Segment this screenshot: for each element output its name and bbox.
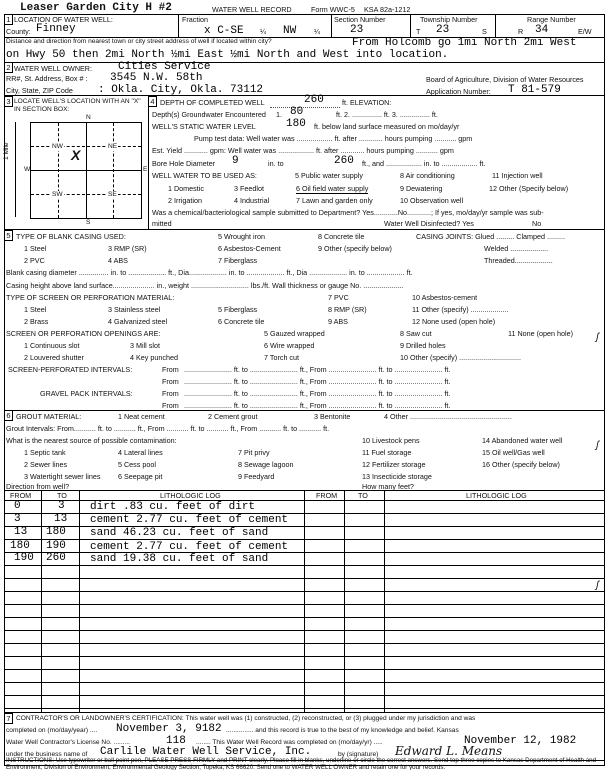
screen-5[interactable]: 5 Fiberglass xyxy=(218,305,258,314)
log-row-2-from[interactable]: 3 xyxy=(14,513,21,525)
section-grid[interactable] xyxy=(30,122,142,219)
compass-w: W xyxy=(24,166,31,173)
well-location-mark: X xyxy=(71,147,81,163)
contam-4[interactable]: 4 Lateral lines xyxy=(118,448,163,457)
completed-on-label: completed on (mo/day/year) .... xyxy=(6,727,98,734)
section-7-number: 7 xyxy=(4,713,13,724)
log-rule-line xyxy=(4,682,604,683)
use-1[interactable]: 1 Domestic xyxy=(168,184,204,193)
contam-2[interactable]: 2 Sewer lines xyxy=(24,460,68,469)
compass-e: E xyxy=(143,166,148,173)
use-4[interactable]: 4 Industrial xyxy=(234,196,270,205)
ksa-number: KSA 82a-1212 xyxy=(364,5,411,14)
screen-2[interactable]: 2 Brass xyxy=(24,317,49,326)
section-number-label: Section Number xyxy=(334,15,386,24)
completed-depth-label: DEPTH OF COMPLETED WELL xyxy=(160,98,265,107)
casing-threaded: Threaded................... xyxy=(484,256,553,265)
disinfected-no: No xyxy=(532,219,542,228)
township-number-label: Township Number xyxy=(420,15,478,24)
perf-intervals-label: SCREEN-PERFORATED INTERVALS: xyxy=(8,365,133,374)
opening-11[interactable]: 11 None (open hole) xyxy=(508,329,573,338)
county-value[interactable]: Finney xyxy=(36,23,76,35)
log-row-3-desc[interactable]: sand 46.23 cu. feet of sand xyxy=(90,527,269,539)
grout-4[interactable]: 4 Other ................................................... xyxy=(384,412,512,421)
screen-11[interactable]: 11 Other (specify) ................... xyxy=(412,305,509,314)
use-6-selected[interactable]: 6 Oil field water supply xyxy=(296,184,369,193)
record-completed-date[interactable]: November 12, 1982 xyxy=(464,735,577,747)
contam-9[interactable]: 9 Feedyard xyxy=(238,472,275,481)
distance-label: Distance and direction from nearest town or city street address of well if located within city? xyxy=(6,38,272,45)
elevation-label: ft. ELEVATION: xyxy=(342,98,392,107)
opening-9[interactable]: 9 Drilled holes xyxy=(400,341,446,350)
section-1-number: 1 xyxy=(4,14,13,25)
gravel-interval-1[interactable]: ........................ ft. to ........................ ft., From ........................ ft. to ........................ ft. xyxy=(184,389,451,398)
use-9[interactable]: 9 Dewatering xyxy=(400,184,443,193)
county-label: County: xyxy=(6,27,31,36)
log-rule-line xyxy=(4,708,604,709)
log-row-2-to[interactable]: 13 xyxy=(54,513,68,525)
use-3[interactable]: 3 Feedlot xyxy=(234,184,264,193)
completed-on-date[interactable]: November 3, 9182 xyxy=(116,723,222,735)
form-number: Form WWC-5 xyxy=(311,5,355,14)
signature-label: by (signature) xyxy=(338,751,379,758)
distance-line-2[interactable]: on Hwy 50 then 2mi North ½mi East ½mi North and West into location. xyxy=(6,49,449,61)
opening-2[interactable]: 2 Louvered shutter xyxy=(24,353,84,362)
fraction-value-2[interactable]: NW xyxy=(283,25,297,37)
opening-7[interactable]: 7 Torch cut xyxy=(264,353,300,362)
contam-16[interactable]: 16 Other (specify below) xyxy=(482,460,560,469)
cert-line-1: CONTRACTOR'S OR LANDOWNER'S CERTIFICATION: This water well was (1) constructed, (2) reconstructed, or (3) plugged under my jurisdiction and was xyxy=(16,715,476,722)
groundwater-label: Depth(s) Groundwater Encountered xyxy=(152,110,266,119)
how-many-feet-label: How many feet? xyxy=(362,482,414,491)
casing-7[interactable]: 7 Fiberglass xyxy=(218,256,258,265)
log-rule-line xyxy=(4,630,604,631)
log-rule-line xyxy=(4,565,604,566)
license-label: Water Well Contractor's License No. ......... xyxy=(6,739,131,746)
mile-label: 1 Mile xyxy=(3,142,10,160)
gravel-from-2: From xyxy=(162,401,179,410)
quarter-mark-2: ¼ xyxy=(314,27,320,36)
cert-line-2-rest: ............... and this record is true to the best of my knowledge and belief. Kansas xyxy=(226,727,459,734)
contam-7[interactable]: 7 Pit privy xyxy=(238,448,270,457)
gravel-interval-2[interactable]: ........................ ft. to ........................ ft., From ........................ ft. to ........................ ft. xyxy=(184,401,451,410)
contam-15[interactable]: 15 Oil well/Gas well xyxy=(482,448,545,457)
casing-2[interactable]: 2 PVC xyxy=(24,256,45,265)
static-level-label: WELL'S STATIC WATER LEVEL xyxy=(152,122,256,131)
static-level-rest: ft. below land surface measured on mo/day/yr xyxy=(314,122,460,131)
contam-11[interactable]: 11 Fuel storage xyxy=(362,448,412,457)
application-label: Application Number: xyxy=(426,87,491,96)
perf-interval-2[interactable]: ........................ ft. to ........................ ft., From ........................ ft. to ........................ ft. xyxy=(184,377,451,386)
screen-6[interactable]: 6 Concrete tile xyxy=(218,317,265,326)
grout-2[interactable]: 2 Cement grout xyxy=(208,412,258,421)
screen-4[interactable]: 4 Galvanized steel xyxy=(108,317,168,326)
fraction-value[interactable]: x C-SE xyxy=(204,25,244,37)
opening-4[interactable]: 4 Key punched xyxy=(130,353,178,362)
quarter-mark-1: ¼ xyxy=(260,27,266,36)
section-value[interactable]: 23 xyxy=(350,24,364,36)
log-to-header: TO xyxy=(57,491,67,500)
log-rule-line xyxy=(4,617,604,618)
perf-from-1: From xyxy=(162,365,179,374)
log-rule-line xyxy=(4,695,604,696)
casing-joints: CASING JOINTS: Glued ......... Clamped ......... xyxy=(416,232,565,241)
screen-1[interactable]: 1 Steel xyxy=(24,305,47,314)
township-value[interactable]: 23 xyxy=(436,24,450,36)
screen-12[interactable]: 12 None used (open hole) xyxy=(412,317,496,326)
contam-8[interactable]: 8 Sewage lagoon xyxy=(238,460,294,469)
city-label: City, State, ZIP Code xyxy=(6,86,73,95)
log-row-2-desc[interactable]: cement 2.77 cu. feet of cement xyxy=(90,514,289,526)
pump-test-label: Pump test data: Well water was .................. ft. after ............ hours pumping ........... gpm xyxy=(194,134,473,143)
chem-sample-label: Was a chemical/bacteriological sample submitted to Department? Yes............No............; If yes, mo/day/yr sample was sub- xyxy=(152,208,544,217)
grout-label: GROUT MATERIAL: xyxy=(16,412,82,421)
log-rule-line xyxy=(4,669,604,670)
quadrant-se: SE xyxy=(108,191,117,198)
mitted-label: mitted xyxy=(152,219,172,228)
compass-n: N xyxy=(86,114,91,121)
casing-6[interactable]: 6 Asbestos-Cement xyxy=(218,244,281,253)
owner-name[interactable]: Cities Service xyxy=(118,61,211,73)
perf-from-2: From xyxy=(162,377,179,386)
screen-10[interactable]: 10 Asbestos-cement xyxy=(412,293,478,302)
range-ew-label: E/W xyxy=(578,27,592,36)
log-row-5-desc[interactable]: sand 19.38 cu. feet of sand xyxy=(90,553,269,565)
opening-8[interactable]: 8 Saw cut xyxy=(400,329,432,338)
instructions: INSTRUCTIONS: Use typewriter or ball point pen, PLEASE PRESS FIRMLY and PRINT clearly. Please fill in blanks, underline or circle the correct answers. Send top three copies to Kansas Department of Health and Environment, Division of Environment, Environmental Geology Section, Topeka, KS 66620. Send one to WATER WELL OWNER and retain one for your records. xyxy=(6,757,597,770)
location-label: LOCATION OF WATER WELL: xyxy=(14,15,113,24)
lessee-title: Leaser Garden City H #2 xyxy=(20,2,172,14)
log-row-5-from[interactable]: 190 xyxy=(14,552,34,564)
contam-14[interactable]: 14 Abandoned water well xyxy=(482,436,563,445)
completed-depth[interactable]: 260 xyxy=(304,94,324,106)
log-to-header-2: TO xyxy=(358,491,368,500)
disinfected-label: Water Well Disinfected? Yes xyxy=(384,219,474,228)
township-t-label: T xyxy=(416,27,421,36)
contam-13[interactable]: 13 Insecticide storage xyxy=(362,472,432,481)
distance-line-1[interactable]: From Holcomb go 1mi North 2mi West xyxy=(352,37,577,49)
use-12[interactable]: 12 Other (Specify below) xyxy=(489,184,569,193)
fraction-label: Fraction xyxy=(182,15,208,24)
owner-city[interactable]: : Okla. City, Okla. 73112 xyxy=(98,84,264,96)
record-completed-label: ........ This Water Well Record was completed on (mo/day/yr) ..... xyxy=(196,739,383,746)
margin-mark-3: ʃ xyxy=(596,580,599,591)
log-rule-line xyxy=(4,643,604,644)
casing-diameter: Blank casing diameter ............... in. to ................... ft., Dia................... in. to ................... ft., Dia ................... in. to ................... ft. xyxy=(6,268,413,277)
compass-s: S xyxy=(86,219,91,226)
owner-address[interactable]: 3545 N.W. 58th xyxy=(110,72,203,84)
log-row-4-from[interactable]: 180 xyxy=(10,540,30,552)
log-row-4-desc[interactable]: cement 2.77 cu. feet of cement xyxy=(90,541,289,553)
bore-label: Bore Hole Diameter xyxy=(152,159,216,168)
section-3-number: 3 xyxy=(4,96,13,107)
casing-type-label: TYPE OF BLANK CASING USED: xyxy=(16,232,126,241)
bore-depth[interactable]: 260 xyxy=(334,155,354,167)
contam-3[interactable]: 3 Watertight sewer lines xyxy=(24,472,101,481)
use-8[interactable]: 8 Air conditioning xyxy=(400,171,455,180)
log-rule-line xyxy=(4,656,604,657)
static-level[interactable]: 180 xyxy=(286,118,306,130)
contam-5[interactable]: 5 Cess pool xyxy=(118,460,156,469)
margin-mark-1: ʃ xyxy=(596,332,599,343)
contam-10[interactable]: 10 Livestock pens xyxy=(362,436,420,445)
casing-9[interactable]: 9 Other (specify below) xyxy=(318,244,392,253)
log-row-3-to[interactable]: 180 xyxy=(46,526,66,538)
casing-height: Casing height above land surface..................... in., weight ............................. lbs./ft. Wall thickness or gauge No. .................... xyxy=(6,281,404,290)
screen-9[interactable]: 9 ABS xyxy=(328,317,348,326)
section-4-number: 4 xyxy=(148,96,157,107)
range-r-label: R xyxy=(518,27,524,36)
quadrant-nw: NW xyxy=(52,143,63,150)
log-rule-line xyxy=(4,539,604,540)
log-row-5-to[interactable]: 260 xyxy=(46,552,66,564)
bore-mid: in. to xyxy=(268,159,284,168)
log-litho-header-2: LITHOLOGIC LOG xyxy=(466,491,527,500)
log-row-1-from[interactable]: 0 xyxy=(14,500,21,512)
opening-6[interactable]: 6 Wire wrapped xyxy=(264,341,315,350)
opening-10[interactable]: 10 Other (specify) ............................... xyxy=(400,353,522,362)
opening-5[interactable]: 5 Gauzed wrapped xyxy=(264,329,325,338)
log-from-header: FROM xyxy=(10,491,32,500)
business-name[interactable]: Carlile Water Well Service, Inc. xyxy=(100,746,312,758)
grout-1[interactable]: 1 Neat cement xyxy=(118,412,165,421)
openings-label: SCREEN OR PERFORATION OPENINGS ARE: xyxy=(6,329,161,338)
log-litho-header: LITHOLOGIC LOG xyxy=(160,491,221,500)
use-10[interactable]: 10 Observation well xyxy=(400,196,464,205)
quadrant-sw: SW xyxy=(52,191,63,198)
groundwater-1[interactable]: 80 xyxy=(290,106,304,118)
business-name-label: under the business name of xyxy=(6,751,88,758)
casing-welded: Welded ................... xyxy=(484,244,549,253)
opening-3[interactable]: 3 Mill slot xyxy=(130,341,160,350)
log-row-1-desc[interactable]: dirt .83 cu. feet of dirt xyxy=(90,501,256,513)
bore-diameter[interactable]: 9 xyxy=(232,155,239,167)
perf-interval-1[interactable]: ........................ ft. to ........................ ft., From ........................ ft. to ........................ ft. xyxy=(184,365,451,374)
use-2[interactable]: 2 Irrigation xyxy=(168,196,202,205)
gravel-from-1: From xyxy=(162,389,179,398)
bore-rest: ft., and .................. in. to .................. ft. xyxy=(362,159,486,168)
license-number[interactable]: 118 xyxy=(166,735,186,747)
range-value[interactable]: 34 xyxy=(535,24,549,36)
contamination-label: What is the nearest source of possible contamination: xyxy=(6,436,177,445)
margin-mark-2: ʃ xyxy=(596,440,599,451)
opening-1[interactable]: 1 Continuous slot xyxy=(24,341,80,350)
owner-label: WATER WELL OWNER: xyxy=(14,64,92,73)
screen-7[interactable]: 7 PVC xyxy=(328,293,349,302)
quadrant-ne: NE xyxy=(108,143,118,150)
section-box-label: LOCATE WELL'S LOCATION WITH AN "X" IN SECTION BOX: xyxy=(14,98,141,113)
use-5[interactable]: 5 Public water supply xyxy=(295,171,363,180)
address-label: RR#, St. Address, Box # : xyxy=(6,74,88,83)
gravel-intervals-label: GRAVEL PACK INTERVALS: xyxy=(40,389,133,398)
grout-3[interactable]: 3 Bentonite xyxy=(314,412,351,421)
grout-intervals[interactable]: Grout Intervals: From........... ft. to ........... ft., From ........... ft. to ........... ft., From ........... ft. to ........... ft. xyxy=(6,424,330,433)
screen-8[interactable]: 8 RMP (SR) xyxy=(328,305,367,314)
log-rule-line xyxy=(4,604,604,605)
contam-1[interactable]: 1 Septic tank xyxy=(24,448,66,457)
contam-6[interactable]: 6 Seepage pit xyxy=(118,472,163,481)
use-label: WELL WATER TO BE USED AS: xyxy=(152,171,257,180)
groundwater-rest: ft. 2. ............... ft. 3. ............... ft. xyxy=(336,110,438,119)
use-7[interactable]: 7 Lawn and garden only xyxy=(296,196,373,205)
section-5-number: 5 xyxy=(4,230,13,241)
log-row-1-to[interactable]: 3 xyxy=(58,500,65,512)
casing-3[interactable]: 3 RMP (SR) xyxy=(108,244,147,253)
log-row-4-to[interactable]: 190 xyxy=(46,540,66,552)
yield-label: Est. Yield ............ gpm: Well water was .................. ft. after ............ hours pumping ........... gpm xyxy=(152,146,454,155)
section-2-number: 2 xyxy=(4,62,13,73)
direction-label: Direction from well? xyxy=(6,482,70,491)
form-title: WATER WELL RECORD xyxy=(212,5,292,14)
log-from-header-2: FROM xyxy=(316,491,338,500)
use-11[interactable]: 11 Injection well xyxy=(492,171,543,180)
casing-4[interactable]: 4 ABS xyxy=(108,256,128,265)
application-number[interactable]: T 81-579 xyxy=(508,84,561,96)
contam-12[interactable]: 12 Fertilizer storage xyxy=(362,460,426,469)
board-label: Board of Agriculture, Division of Water Resources xyxy=(426,75,584,84)
screen-3[interactable]: 3 Stainless steel xyxy=(108,305,161,314)
signature: Edward L. Means xyxy=(395,744,503,758)
log-rule-line xyxy=(4,591,604,592)
range-number-label: Range Number xyxy=(527,15,576,24)
casing-1[interactable]: 1 Steel xyxy=(24,244,47,253)
groundwater-1-prefix: 1. xyxy=(276,110,282,119)
casing-8[interactable]: 8 Concrete tile xyxy=(318,232,365,241)
log-rule-line xyxy=(4,578,604,579)
section-6-number: 6 xyxy=(4,410,13,421)
screen-type-label: TYPE OF SCREEN OR PERFORATION MATERIAL: xyxy=(6,293,175,302)
log-row-3-from[interactable]: 13 xyxy=(14,526,28,538)
township-s-label: S xyxy=(482,27,487,36)
casing-5[interactable]: 5 Wrought iron xyxy=(218,232,266,241)
